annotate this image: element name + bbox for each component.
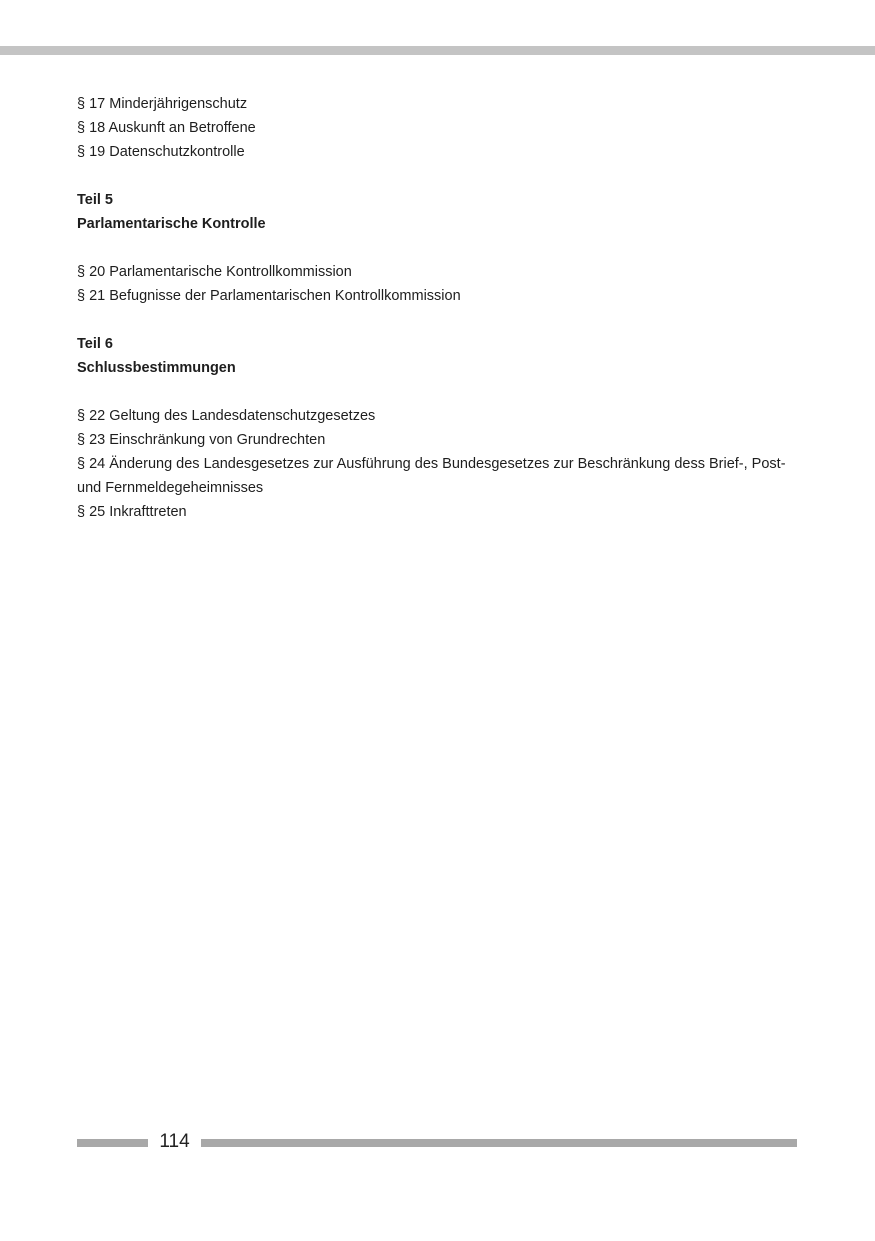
toc-item: § 17 Minderjährigenschutz xyxy=(77,96,248,112)
section-spacer xyxy=(77,164,797,188)
section-spacer xyxy=(77,308,797,332)
toc-item: § 25 Inkrafttreten xyxy=(77,504,187,520)
part-number: Teil 6 xyxy=(77,336,113,352)
toc-item: § 20 Parlamentarische Kontrollkommission xyxy=(77,264,352,280)
section-spacer xyxy=(77,236,797,260)
section-spacer xyxy=(77,380,797,404)
toc-item: § 21 Befugnisse der Parlamentarischen Kontrollkommission xyxy=(77,288,461,304)
part-number: Teil 5 xyxy=(77,192,113,208)
part-title: Parlamentarische Kontrolle xyxy=(77,216,266,232)
footer-rule-left xyxy=(77,1139,148,1147)
toc-item: § 24 Änderung des Landesgesetzes zur Ausführung des Bundesgesetzes zur Beschränkung dess Brief-, Post- und Fernmeldegeheimnisses xyxy=(77,456,786,496)
top-rule xyxy=(0,46,875,55)
toc-item: § 19 Datenschutzkontrolle xyxy=(77,144,245,160)
toc-item: § 23 Einschränkung von Grundrechten xyxy=(77,432,326,448)
page-number: 114 xyxy=(159,1131,190,1152)
table-of-contents xyxy=(77,92,797,524)
toc-item: § 22 Geltung des Landesdatenschutzgesetzes xyxy=(77,408,376,424)
toc-item: § 18 Auskunft an Betroffene xyxy=(77,120,256,136)
part-title: Schlussbestimmungen xyxy=(77,360,236,376)
footer-rule-right xyxy=(201,1139,797,1147)
